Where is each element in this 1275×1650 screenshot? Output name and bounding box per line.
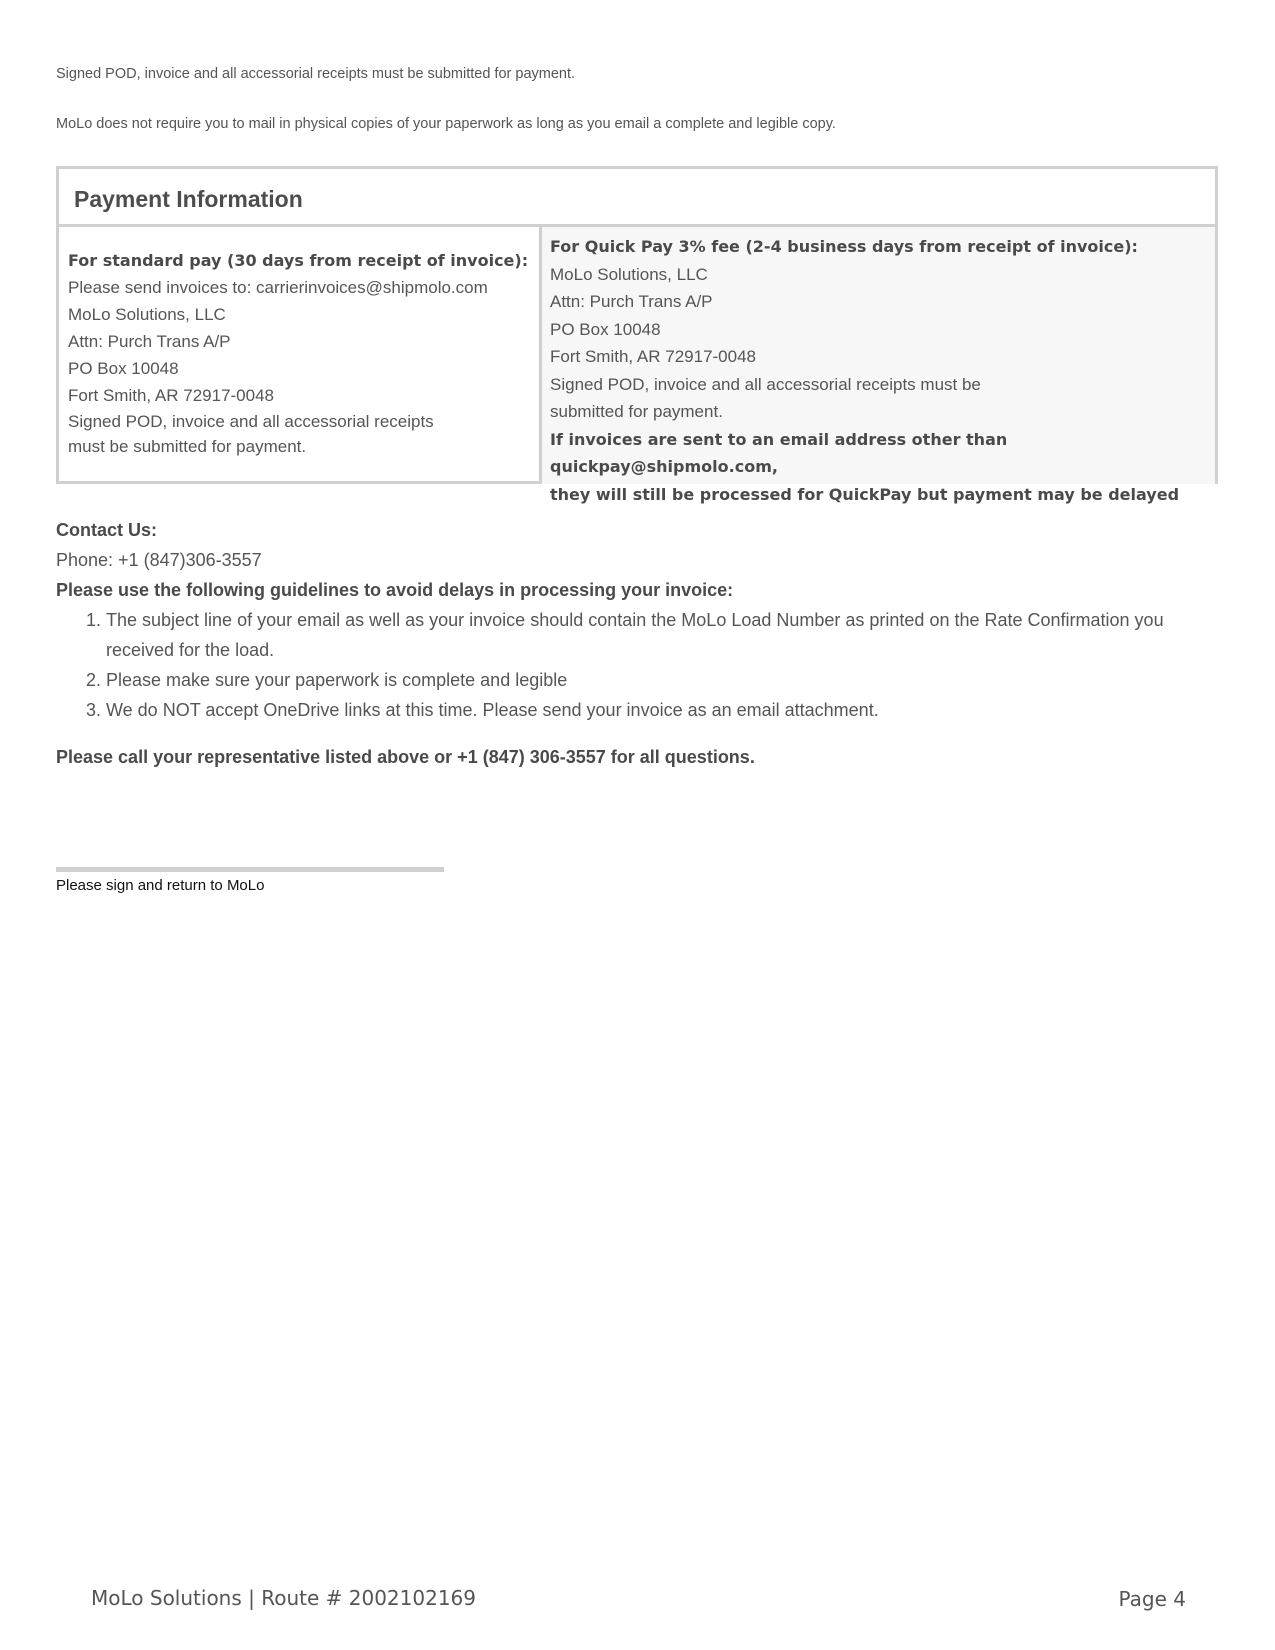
signature-label: Please sign and return to MoLo [56, 877, 265, 894]
contact-section [56, 515, 1226, 725]
payment-columns [59, 227, 1215, 504]
quickpay-delay-note-2: they will still be processed for QuickPay but payment may be delayed [550, 484, 1180, 504]
quickpay-company: MoLo Solutions, LLC [550, 264, 708, 284]
quickpay-delay-note-1: If invoices are sent to an email address other than quickpay@shipmolo.com, [550, 429, 1008, 476]
quickpay-header: For Quick Pay 3% fee (2-4 business days from receipt of invoice): [550, 237, 1138, 256]
guideline-item: 3. We do NOT accept OneDrive links at this time. Please send your invoice as an email attachment. [106, 695, 1226, 725]
quickpay-requirement-2: submitted for payment. [550, 402, 723, 421]
contact-heading: Contact Us: [56, 520, 158, 540]
paperwork-mail-note: MoLo does not require you to mail in physical copies of your paperwork as long as you email a complete and legible copy. [56, 116, 836, 132]
footer-route: MoLo Solutions | Route # 2002102169 [91, 1586, 476, 1610]
standard-pay-attn: Attn: Purch Trans A/P [68, 332, 231, 351]
quickpay-city: Fort Smith, AR 72917-0048 [550, 347, 757, 366]
standard-pay-header: For standard pay (30 days from receipt of invoice): [68, 251, 529, 270]
guidelines-heading: Please use the following guidelines to avoid delays in processing your invoice: [56, 580, 734, 600]
quickpay-requirement-1: Signed POD, invoice and all accessorial receipts must be [550, 374, 981, 394]
guidelines-list [56, 605, 1226, 725]
quickpay-column [542, 227, 1215, 504]
standard-pay-column [59, 227, 542, 484]
standard-pay-company: MoLo Solutions, LLC [68, 305, 226, 324]
guideline-item: 2. Please make sure your paperwork is complete and legible [106, 665, 1226, 695]
payment-information-box [56, 166, 1218, 504]
payment-information-title: Payment Information [59, 169, 1215, 227]
signature-line[interactable] [56, 867, 444, 872]
closing-instruction: Please call your representative listed above or +1 (847) 306-3557 for all questions. [56, 747, 755, 767]
standard-pay-city: Fort Smith, AR 72917-0048 [68, 386, 275, 405]
contact-phone: Phone: +1 (847)306-3557 [56, 550, 262, 570]
page-number: Page 4 [1118, 1587, 1186, 1611]
standard-pay-requirement-2: must be submitted for payment. [68, 437, 307, 456]
guideline-item: 1. The subject line of your email as well as your invoice should contain the MoLo Load Number as printed on the Rate Confirmation you received for the load. [106, 605, 1226, 665]
payment-requirements-note: Signed POD, invoice and all accessorial receipts must be submitted for payment. [56, 66, 576, 82]
standard-pay-email: Please send invoices to: carrierinvoices@shipmolo.com [68, 278, 488, 297]
quickpay-po-box: PO Box 10048 [550, 319, 661, 339]
standard-pay-requirement-1: Signed POD, invoice and all accessorial receipts [68, 412, 434, 431]
standard-pay-po-box: PO Box 10048 [68, 359, 179, 378]
quickpay-attn: Attn: Purch Trans A/P [550, 292, 713, 311]
